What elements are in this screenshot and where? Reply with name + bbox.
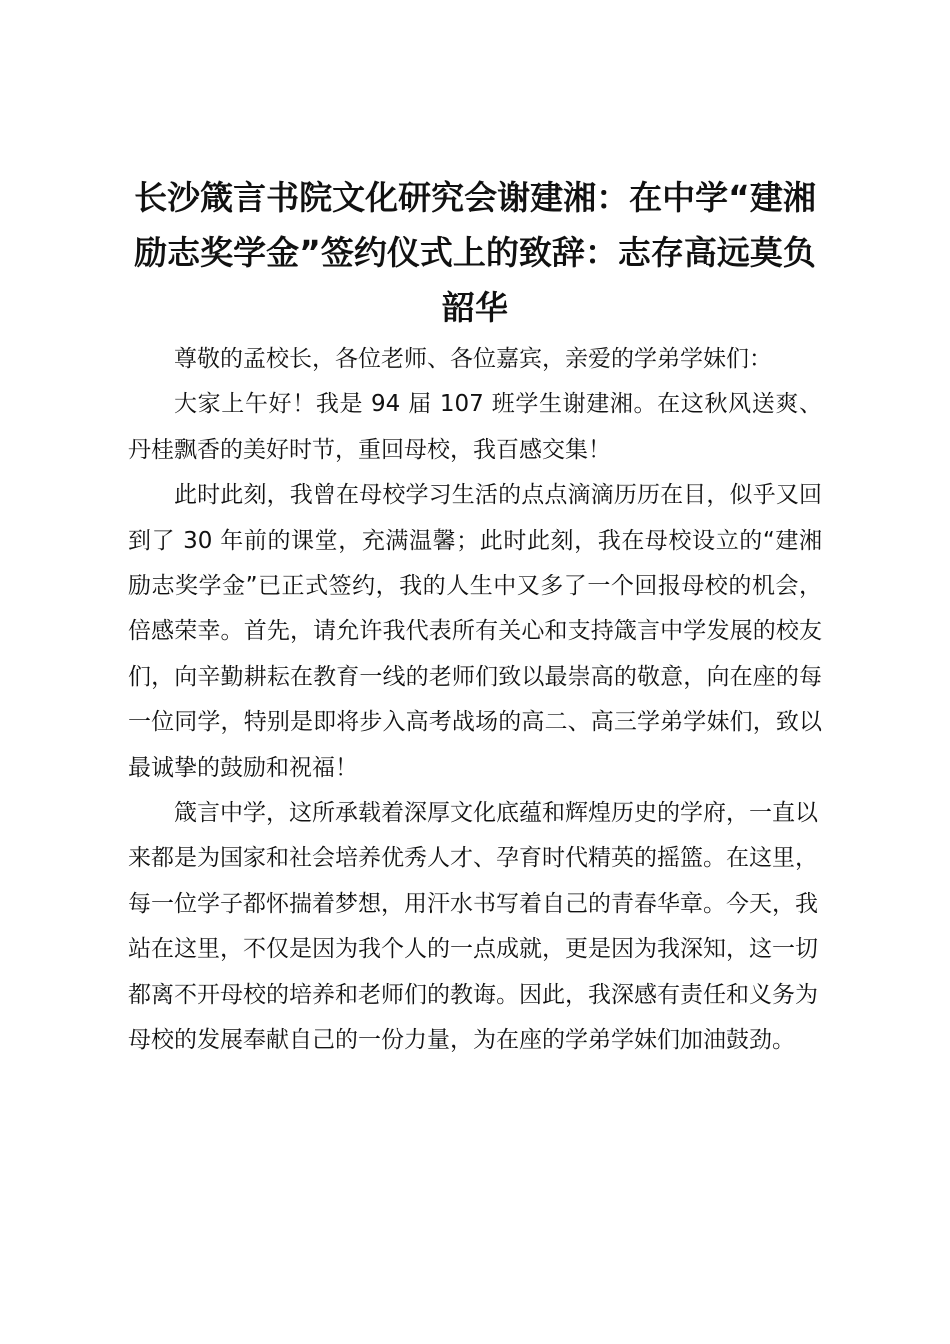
document-body: [128, 337, 822, 1064]
document-page: [128, 170, 822, 1064]
document-title: 长沙箴言书院文化研究会谢建湘：在中学“建湘励志奖学金”签约仪式上的致辞：志存高远莫负韶华: [134, 178, 816, 327]
body-paragraph: 此时此刻，我曾在母校学习生活的点点滴滴历历在目，似乎又回到了 30 年前的课堂，充满温馨；此时此刻，我在母校设立的“建湘励志奖学金”已正式签约，我的人生中又多了一个回报母校的机会，倍感荣幸。首先，请允许我代表所有关心和支持箴言中学发展的校友们，向辛勤耕耘在教育一线的老师们致以最崇高的敬意，向在座的每一位同学，特别是即将步入高考战场的高二、高三学弟学妹们，致以最诚挚的鼓励和祝福！: [128, 482, 822, 781]
greeting-paragraph: 大家上午好！我是 94 届 107 班学生谢建湘。在这秋风送爽、丹桂飘香的美好时节，重回母校，我百感交集！: [128, 391, 822, 463]
salutation-paragraph: 尊敬的孟校长，各位老师、各位嘉宾，亲爱的学弟学妹们：: [174, 346, 772, 372]
body-paragraph: 箴言中学，这所承载着深厚文化底蕴和辉煌历史的学府，一直以来都是为国家和社会培养优秀人才、孕育时代精英的摇篮。在这里，每一位学子都怀揣着梦想，用汗水书写着自己的青春华章。今天，我站在这里，不仅是因为我个人的一点成就，更是因为我深知，这一切都离不开母校的培养和老师们的教诲。因此，我深感有责任和义务为母校的发展奉献自己的一份力量，为在座的学弟学妹们加油鼓劲。: [128, 800, 818, 1054]
